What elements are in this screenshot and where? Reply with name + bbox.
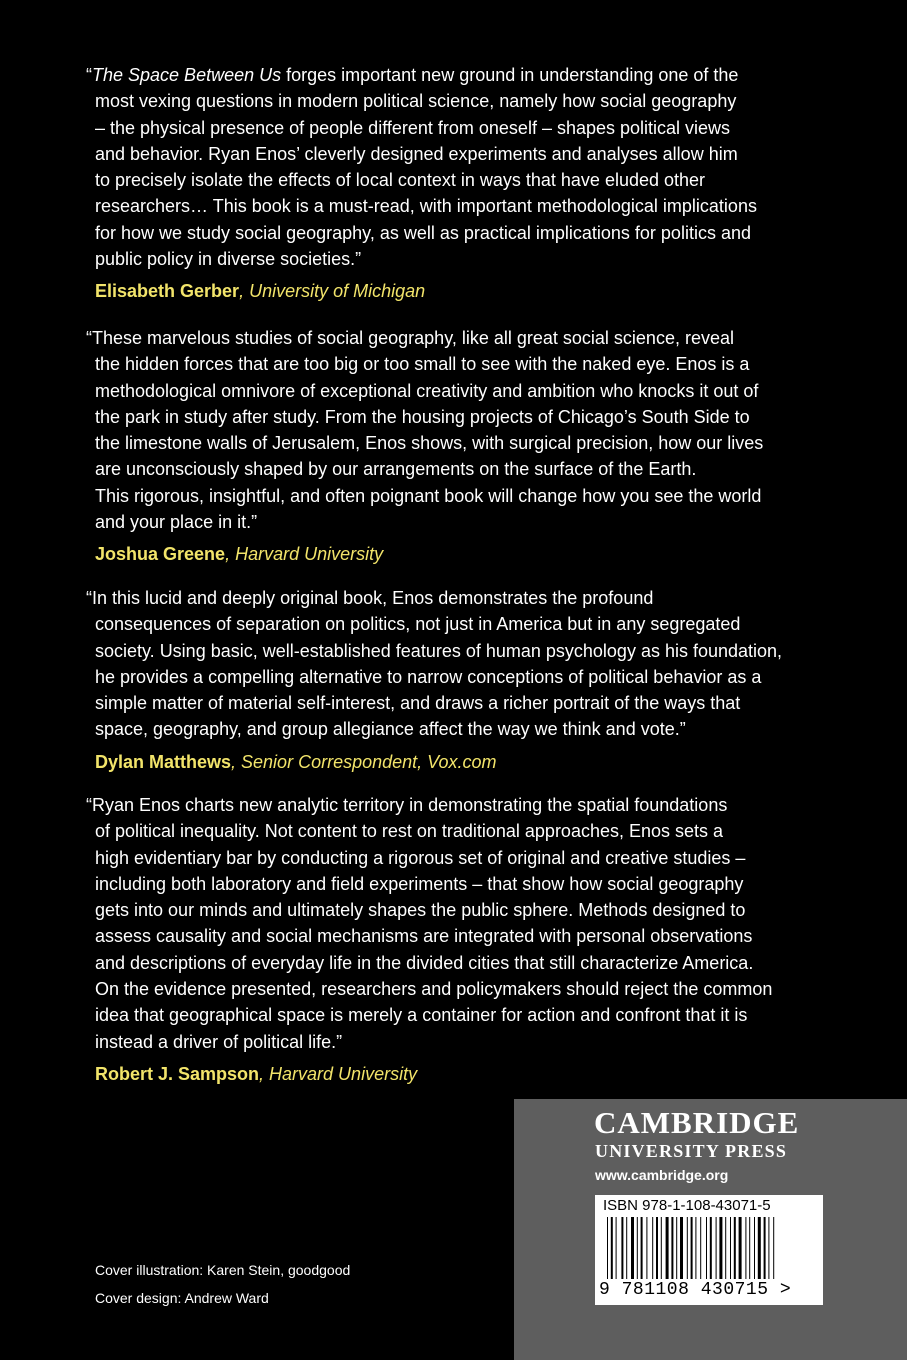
quote-line: methodological omnivore of exceptional creativity and ambition who knocks it out of [95, 380, 759, 401]
barcode-bar [691, 1217, 693, 1279]
quote-line: “Ryan Enos charts new analytic territory in demonstrating the spatial foundations [86, 795, 728, 815]
barcode-bar [680, 1217, 683, 1279]
barcode-bar [716, 1217, 717, 1279]
quote-line: “The Space Between Us forges important new ground in understanding one of the [86, 65, 739, 85]
quote-line: consequences of separation on politics, not just in America but in any segregated [95, 614, 741, 635]
barcode-bar [687, 1217, 688, 1279]
barcode-bar [611, 1217, 613, 1279]
barcode-bar [768, 1217, 769, 1279]
attribution [86, 278, 822, 304]
barcode-bar [637, 1217, 638, 1279]
quote-line: and behavior. Ryan Enos’ cleverly designed experiments and analyses allow him [95, 143, 738, 164]
attribution-affiliation: , University of Michigan [239, 281, 426, 302]
barcode-bar [758, 1217, 761, 1279]
quote-line: the limestone walls of Jerusalem, Enos shows, with surgical precision, how our lives [95, 433, 764, 454]
quote-line: space, geography, and group allegiance affect the way we think and vote.” [95, 719, 686, 740]
quote-line: of political inequality. Not content to rest on traditional approaches, Enos sets a [95, 821, 724, 842]
barcode-icon [605, 1217, 813, 1279]
barcode-bar [621, 1217, 623, 1279]
illustration-credit: Cover illustration: Karen Stein, goodgood [95, 1262, 351, 1278]
barcode-bar [710, 1217, 712, 1279]
blurb-greene [86, 325, 822, 567]
attribution-affiliation: , Harvard University [225, 544, 384, 565]
barcode-bar [734, 1217, 736, 1279]
attribution-name: Robert J. Sampson [95, 1063, 260, 1084]
quote-line: idea that geographical space is merely a container for action and confront that it is [95, 1005, 748, 1026]
barcode-bar [725, 1217, 726, 1279]
quote-line: are unconsciously shaped by our arrangements on the surface of the Earth. [95, 459, 697, 480]
attribution-affiliation: , Senior Correspondent, Vox.com [231, 751, 497, 772]
quote-line: most vexing questions in modern political science, namely how social geography [95, 91, 737, 112]
blurb-sampson [86, 792, 822, 1087]
quote-line: to precisely isolate the effects of local context in ways that have eluded other [95, 170, 706, 191]
attribution [86, 1061, 822, 1087]
barcode-bar [676, 1217, 677, 1279]
barcode-bar [631, 1217, 634, 1279]
barcode-bar [764, 1217, 766, 1279]
attribution-name: Dylan Matthews [95, 751, 232, 772]
attribution [86, 541, 822, 567]
quote-line: researchers… This book is a must-read, with important methodological implications [95, 196, 757, 217]
barcode-bar [754, 1217, 755, 1279]
quote-line: gets into our minds and ultimately shapes the public sphere. Methods designed to [95, 900, 746, 921]
barcode-bar [719, 1217, 722, 1279]
quote-line: the hidden forces that are too big or too small to see with the naked eye. Enos is a [95, 354, 750, 375]
quote-line: instead a driver of political life.” [95, 1031, 343, 1052]
quote-line: public policy in diverse societies.” [95, 249, 362, 270]
cover-credits [95, 1256, 350, 1312]
isbn-label: ISBN 978-1-108-43071-5 [603, 1197, 771, 1214]
quote-line: the park in study after study. From the housing projects of Chicago’s South Side to [95, 406, 750, 427]
quote-line: “In this lucid and deeply original book, Enos demonstrates the profound [86, 588, 654, 608]
attribution-name: Elisabeth Gerber [95, 281, 240, 302]
blurb-matthews [86, 585, 822, 775]
publisher-url: www.cambridge.org [595, 1167, 729, 1183]
quote-line: assess causality and social mechanisms are integrated with personal observations [95, 926, 753, 947]
barcode-bar [706, 1217, 707, 1279]
barcode-bar [700, 1217, 701, 1279]
publisher-logo-subtitle: UNIVERSITY PRESS [595, 1141, 788, 1161]
publisher-logo-name: CAMBRIDGE [594, 1105, 800, 1140]
quote-line: simple matter of material self-interest, and draws a richer portrait of the ways that [95, 693, 741, 714]
publisher-panel [514, 1099, 907, 1360]
barcode-bar [773, 1217, 774, 1279]
barcode-bar [749, 1217, 750, 1279]
quote-line: society. Using basic, well-established features of human psychology as his foundation, [95, 640, 783, 661]
barcode-bar [641, 1217, 643, 1279]
quote-line: and your place in it.” [95, 512, 258, 533]
barcode-bar [607, 1217, 608, 1279]
blurb-gerber [86, 62, 822, 304]
quote-line: for how we study social geography, as well as practical implications for politics and [95, 222, 751, 243]
barcode-bar [671, 1217, 673, 1279]
barcode-bar [695, 1217, 696, 1279]
design-credit: Cover design: Andrew Ward [95, 1290, 269, 1306]
barcode-number: 9 781108 430715 > [599, 1280, 792, 1300]
quote-line: “These marvelous studies of social geography, like all great social science, reveal [86, 328, 734, 348]
barcode-bar [656, 1217, 658, 1279]
attribution-name: Joshua Greene [95, 544, 226, 565]
attribution-affiliation: , Harvard University [259, 1063, 418, 1084]
quote-line: This rigorous, insightful, and often poignant book will change how you see the world [95, 485, 762, 506]
barcode-bar [616, 1217, 617, 1279]
quote-line: including both laboratory and field experiments – that show how social geography [95, 873, 744, 894]
quote-line: On the evidence presented, researchers and policymakers should reject the common [95, 979, 773, 1000]
quote-line: – the physical presence of people different from oneself – shapes political views [95, 117, 731, 138]
attribution [86, 749, 822, 775]
barcode-bar [661, 1217, 662, 1279]
barcode-bar [739, 1217, 742, 1279]
barcode-bar [626, 1217, 627, 1279]
quote-line: he provides a compelling alternative to narrow conceptions of political behavior as a [95, 666, 762, 687]
barcode-bar [652, 1217, 653, 1279]
barcode-bar [745, 1217, 746, 1279]
barcode-bar [730, 1217, 731, 1279]
barcode-bar [666, 1217, 669, 1279]
quote-line: and descriptions of everyday life in the divided cities that still characterize America. [95, 952, 754, 973]
quote-line: high evidentiary bar by conducting a rigorous set of original and creative studies – [95, 847, 746, 868]
barcode-bar [646, 1217, 647, 1279]
isbn-barcode [595, 1195, 823, 1305]
